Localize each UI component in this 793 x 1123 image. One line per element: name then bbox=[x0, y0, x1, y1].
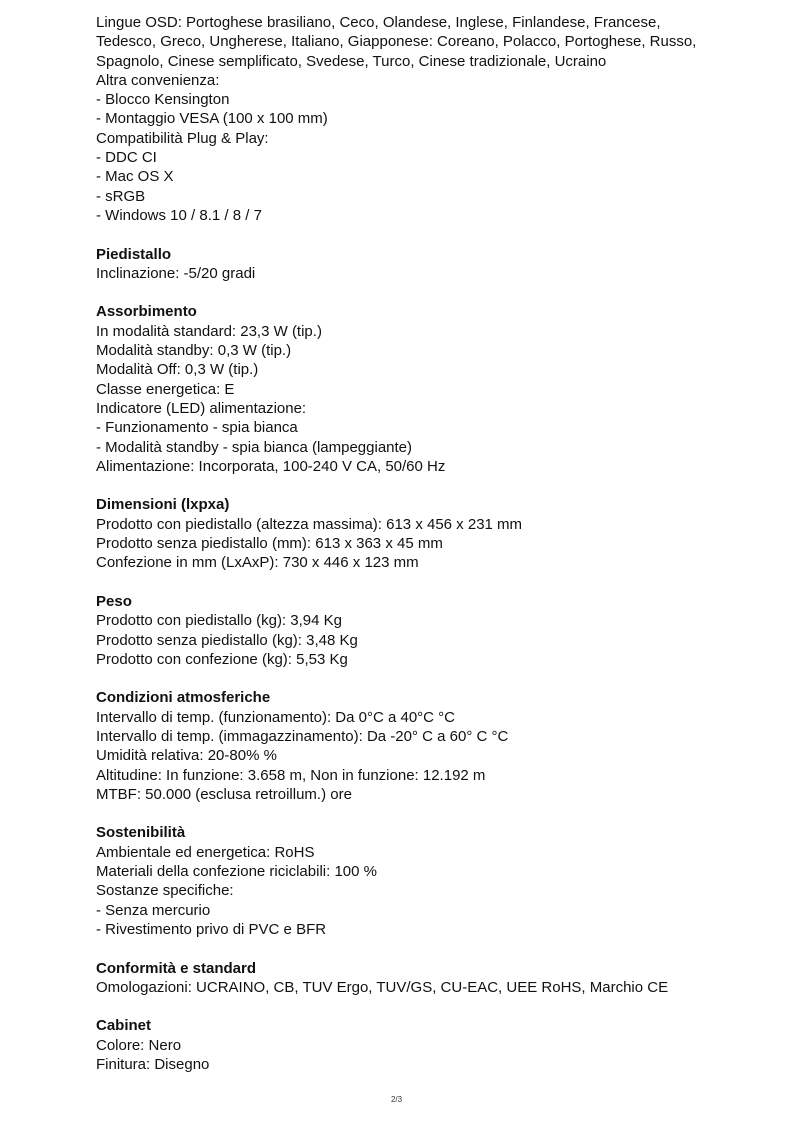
section-heading: Cabinet bbox=[96, 1017, 152, 1035]
section-line: Indicatore (LED) alimentazione: bbox=[96, 399, 307, 417]
section-line: Prodotto con confezione (kg): 5,53 Kg bbox=[96, 650, 348, 668]
page-number: 2/3 bbox=[390, 1095, 403, 1104]
section-line: In modalità standard: 23,3 W (tip.) bbox=[96, 322, 322, 340]
section-line: Classe energetica: E bbox=[96, 380, 235, 398]
section-heading: Conformità e standard bbox=[96, 959, 257, 977]
section-line: Prodotto con piedistallo (altezza massima): 613 x 456 x 231 mm bbox=[96, 515, 523, 533]
section-heading: Peso bbox=[96, 592, 132, 610]
section-heading: Sostenibilità bbox=[96, 824, 186, 842]
section-line: MTBF: 50.000 (esclusa retroillum.) ore bbox=[96, 785, 352, 803]
section-line: - Rivestimento privo di PVC e BFR bbox=[96, 920, 327, 938]
section-line: Modalità standby: 0,3 W (tip.) bbox=[96, 342, 292, 360]
section-cabinet bbox=[96, 1016, 756, 1074]
section-heading: Assorbimento bbox=[96, 303, 197, 321]
section-line: Modalità Off: 0,3 W (tip.) bbox=[96, 361, 259, 379]
section-line: Colore: Nero bbox=[96, 1036, 182, 1054]
intro-line: Lingue OSD: Portoghese brasiliano, Ceco, Olandese, Inglese, Finlandese, Francese, bbox=[96, 14, 661, 31]
spec-document bbox=[96, 13, 756, 1094]
section-line: - Funzionamento - spia bianca bbox=[96, 419, 298, 437]
section-condizioni-atmosferiche bbox=[96, 688, 756, 804]
intro-line: Tedesco, Greco, Ungherese, Italiano, Giapponese: Coreano, Polacco, Portoghese, Russo, bbox=[96, 33, 697, 51]
intro-section bbox=[96, 13, 756, 225]
intro-line: - Blocco Kensington bbox=[96, 91, 230, 109]
section-line: Intervallo di temp. (funzionamento): Da 0°C a 40°C °C bbox=[96, 708, 455, 726]
section-line: Prodotto senza piedistallo (mm): 613 x 363 x 45 mm bbox=[96, 535, 443, 553]
section-dimensioni bbox=[96, 495, 756, 572]
section-peso bbox=[96, 592, 756, 669]
section-heading: Condizioni atmosferiche bbox=[96, 689, 271, 707]
intro-line: - Montaggio VESA (100 x 100 mm) bbox=[96, 110, 328, 128]
intro-line: Altra convenienza: bbox=[96, 71, 220, 89]
section-line: Sostanze specifiche: bbox=[96, 882, 234, 900]
intro-line: - Windows 10 / 8.1 / 8 / 7 bbox=[96, 206, 262, 224]
section-line: - Modalità standby - spia bianca (lampeggiante) bbox=[96, 438, 413, 456]
section-line: Omologazioni: UCRAINO, CB, TUV Ergo, TUV/GS, CU-EAC, UEE RoHS, Marchio CE bbox=[96, 978, 669, 996]
section-line: - Senza mercurio bbox=[96, 901, 211, 919]
section-line: Umidità relativa: 20-80% % bbox=[96, 747, 277, 765]
intro-line: Spagnolo, Cinese semplificato, Svedese, Turco, Cinese tradizionale, Ucraino bbox=[96, 52, 607, 70]
section-heading: Dimensioni (lxpxa) bbox=[96, 496, 230, 514]
section-line: Prodotto con piedistallo (kg): 3,94 Kg bbox=[96, 612, 342, 630]
section-assorbimento bbox=[96, 302, 756, 476]
intro-line: - DDC CI bbox=[96, 149, 157, 167]
section-conformita-standard bbox=[96, 959, 756, 998]
intro-line: Compatibilità Plug & Play: bbox=[96, 129, 269, 147]
section-line: Altitudine: In funzione: 3.658 m, Non in funzione: 12.192 m bbox=[96, 766, 486, 784]
section-line: Prodotto senza piedistallo (kg): 3,48 Kg bbox=[96, 631, 358, 649]
section-line: Intervallo di temp. (immagazzinamento): Da -20° C a 60° C °C bbox=[96, 727, 509, 745]
section-heading: Piedistallo bbox=[96, 245, 172, 263]
section-piedistallo bbox=[96, 245, 756, 284]
section-line: Inclinazione: -5/20 gradi bbox=[96, 264, 256, 282]
section-line: Materiali della confezione riciclabili: 100 % bbox=[96, 863, 377, 881]
section-line: Finitura: Disegno bbox=[96, 1056, 210, 1074]
section-line: Alimentazione: Incorporata, 100-240 V CA, 50/60 Hz bbox=[96, 457, 446, 475]
section-line: Confezione in mm (LxAxP): 730 x 446 x 123 mm bbox=[96, 554, 419, 572]
section-sostenibilita bbox=[96, 823, 756, 939]
intro-line: - Mac OS X bbox=[96, 168, 174, 186]
section-line: Ambientale ed energetica: RoHS bbox=[96, 843, 315, 861]
intro-line: - sRGB bbox=[96, 187, 146, 205]
